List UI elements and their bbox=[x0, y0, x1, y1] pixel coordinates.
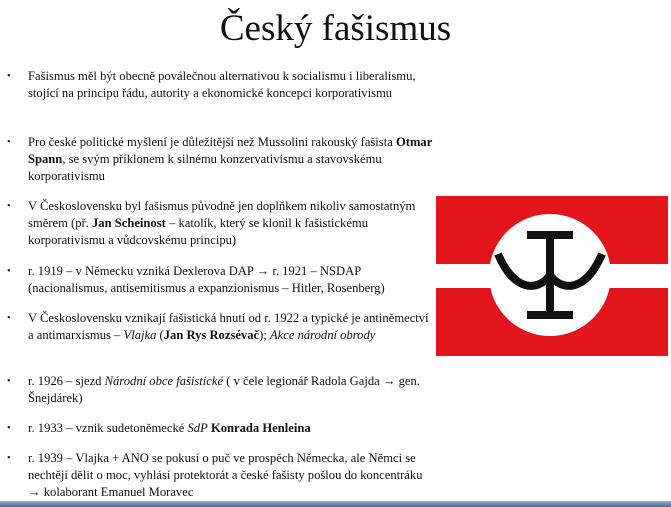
bullet-dot-icon: • bbox=[7, 266, 11, 277]
bullet-text-run: V Československu byl fašismus původně jen doplňkem nikoliv samostatným směrem (př. bbox=[28, 199, 416, 230]
bullet-text-run: r. 1926 – sjezd bbox=[28, 374, 105, 388]
slide-title: Český fašismus bbox=[219, 8, 452, 49]
bullet-item bbox=[7, 68, 435, 102]
bullet-bold-text: Otmar Spann bbox=[28, 135, 433, 166]
bullet-dot-icon: • bbox=[7, 376, 11, 387]
bullet-item bbox=[7, 420, 435, 437]
bullet-italic-text: Vlajka bbox=[123, 328, 157, 342]
bullet-text-run: Pro české politické myšlení je důležitější než Mussolini rakouský fašista bbox=[28, 135, 396, 149]
fascist-flag-image bbox=[436, 196, 668, 356]
bullet-italic-text: SdP bbox=[187, 421, 208, 435]
bullet-text bbox=[28, 310, 435, 344]
bullet-bold-text: Jan Rys Rozsévač bbox=[163, 328, 260, 342]
bullet-text-run: r. 1933 – vznik sudetoněmecké bbox=[28, 421, 188, 435]
bullet-text-run: r. 1919 – v Německu vzniká Dexlerova DAP → r. 1921 – NSDAP (nacionalismus, antisemitismus a expanzionismus – Hitler, Rosenberg) bbox=[28, 264, 385, 295]
bullet-item bbox=[7, 450, 435, 501]
bullet-text bbox=[28, 263, 435, 297]
slide-bottom-bar bbox=[0, 501, 671, 507]
bullet-text-run: ( bbox=[156, 328, 164, 342]
bullet-text bbox=[28, 68, 435, 102]
bullet-bold-text: Jan Scheinost bbox=[92, 216, 166, 230]
bullet-text-run: r. 1939 – Vlajka + ANO se pokusí o puč ve prospěch Německa, ale Němci se nechtějí dělit o moc, vyhlásí protektorát a české fašisty pošlou do koncentráku → kolaborant Emanuel Moravec bbox=[28, 451, 423, 499]
bullet-text-run: Fašismus měl být obecně poválečnou alternativou k socialismu i liberalismu, stojící na principu řádu, autority a ekonomické koncepci korporativismu bbox=[28, 69, 416, 100]
bullet-text bbox=[28, 450, 435, 501]
bullet-text bbox=[28, 420, 435, 437]
bullet-text bbox=[28, 134, 435, 185]
bullet-text-run: V Československu vznikají fašistická hnutí od r. 1922 a typické je antiněmectví a antimarxismus – bbox=[28, 311, 429, 342]
bullet-bold-text: Konrada Henleina bbox=[210, 421, 311, 435]
bullet-dot-icon: • bbox=[7, 71, 11, 82]
bullet-dot-icon: • bbox=[7, 423, 11, 434]
bullet-text-run: – katolík, který se klonil k fašistickému korporativismu a vůdcovskému principu) bbox=[28, 216, 369, 247]
bullet-text-run: , se svým příklonem k silnému konzervativismu a stavovskému korporativismu bbox=[28, 152, 382, 183]
bullet-item bbox=[7, 373, 435, 407]
bullet-item bbox=[7, 198, 435, 249]
bullet-dot-icon: • bbox=[7, 453, 11, 464]
bullet-italic-text: Národní obce fašistické bbox=[104, 374, 224, 388]
bullet-dot-icon: • bbox=[7, 201, 11, 212]
bullet-italic-text: Akce národní obrody bbox=[269, 328, 376, 342]
bullet-text bbox=[28, 198, 435, 249]
bullet-text bbox=[28, 373, 435, 407]
bullet-dot-icon: • bbox=[7, 313, 11, 324]
bullet-item bbox=[7, 310, 435, 344]
bullet-dot-icon: • bbox=[7, 137, 11, 148]
bullet-text-run: ( v čele legionář Radola Gajda → gen. Šnejdárek) bbox=[28, 374, 420, 405]
bullet-text-run: ); bbox=[259, 328, 270, 342]
bullet-item bbox=[7, 134, 435, 185]
bullet-item bbox=[7, 263, 435, 297]
